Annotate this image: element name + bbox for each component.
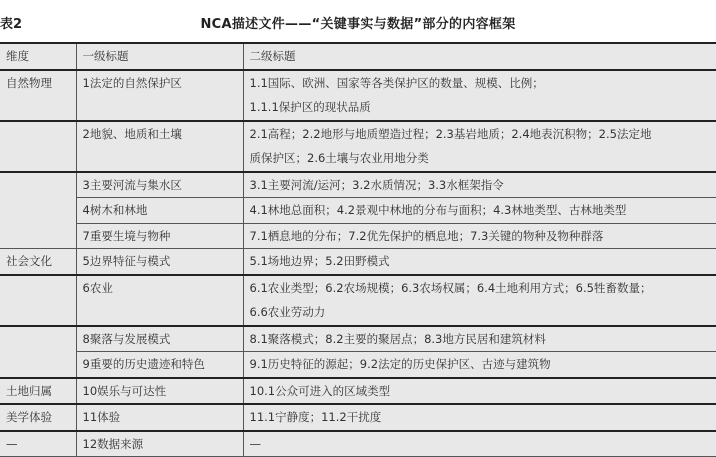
level2-cell: 4.1林地总面积；4.2景观中林地的分布与面积；4.3林地类型、古林地类型 bbox=[243, 198, 716, 224]
level1-cell: 5边界特征与模式 bbox=[76, 249, 243, 275]
level1-cell: 3主要河流与集水区 bbox=[76, 172, 243, 198]
table-caption bbox=[0, 0, 716, 40]
table-row bbox=[0, 121, 716, 172]
level1-cell: 1法定的自然保护区 bbox=[76, 70, 243, 121]
table-row bbox=[0, 198, 716, 224]
level2-line: 2.1高程；2.2地形与地质塑造过程；2.3基岩地质；2.4地表沉积物；2.5法定地 bbox=[249, 126, 652, 141]
content-framework-table bbox=[0, 42, 716, 457]
level2-cell: — bbox=[243, 431, 716, 457]
dimension-cell: 土地归属 bbox=[0, 378, 76, 405]
level2-line: 1.1国际、欧洲、国家等各类保护区的数量、规模、比例； bbox=[249, 75, 544, 90]
table-row bbox=[0, 431, 716, 457]
level1-cell: 12数据来源 bbox=[76, 431, 243, 457]
header-dimension: 维度 bbox=[0, 43, 76, 70]
dimension-cell-empty bbox=[0, 172, 76, 198]
level2-cell: 3.1主要河流/运河；3.2水质情况；3.3水框架指令 bbox=[243, 172, 716, 198]
level2-line: 质保护区；2.6土壤与农业用地分类 bbox=[249, 151, 429, 165]
dimension-cell-empty bbox=[0, 326, 76, 352]
level2-line: 1.1.1保护区的现状品质 bbox=[249, 100, 371, 114]
table-row bbox=[0, 326, 716, 352]
dimension-cell: 自然物理 bbox=[6, 75, 52, 90]
level1-cell: 11体验 bbox=[76, 404, 243, 431]
table-row bbox=[0, 378, 716, 405]
level2-cell bbox=[243, 70, 716, 121]
level2-cell bbox=[243, 275, 716, 326]
level2-cell: 11.1宁静度；11.2干扰度 bbox=[243, 404, 716, 431]
level2-cell: 9.1历史特征的源起；9.2法定的历史保护区、古迹与建筑物 bbox=[243, 352, 716, 378]
table-row bbox=[0, 404, 716, 431]
dimension-cell-empty bbox=[0, 275, 76, 326]
dimension-cell: — bbox=[0, 431, 76, 457]
dimension-cell-empty bbox=[0, 121, 76, 172]
level2-cell: 5.1场地边界；5.2田野模式 bbox=[243, 249, 716, 275]
level1-cell: 2地貌、地质和土壤 bbox=[76, 121, 243, 172]
dimension-cell: 社会文化 bbox=[6, 254, 52, 268]
table-row bbox=[0, 249, 716, 275]
level2-cell bbox=[243, 121, 716, 172]
table-row bbox=[0, 275, 716, 326]
level1-cell: 8聚落与发展模式 bbox=[76, 326, 243, 352]
level1-cell: 9重要的历史遗迹和特色 bbox=[76, 352, 243, 378]
table-number-label: 表2 bbox=[0, 17, 23, 32]
level1-cell: 4树木和林地 bbox=[76, 198, 243, 224]
dimension-cell-empty bbox=[0, 223, 76, 249]
header-level2: 二级标题 bbox=[243, 43, 716, 70]
table-row bbox=[0, 223, 716, 249]
table-header-row bbox=[0, 43, 716, 70]
header-level1: 一级标题 bbox=[76, 43, 243, 70]
level2-line: 6.1农业类型；6.2农场规模；6.3农场权属；6.4土地利用方式；6.5牲畜数量； bbox=[249, 280, 652, 295]
level1-cell: 7重要生境与物种 bbox=[76, 223, 243, 249]
level2-line: 6.6农业劳动力 bbox=[249, 305, 326, 319]
level2-cell: 8.1聚落模式；8.2主要的聚居点；8.3地方民居和建筑材料 bbox=[243, 326, 716, 352]
level2-cell: 10.1公众可进入的区域类型 bbox=[243, 378, 716, 405]
level1-cell: 6农业 bbox=[76, 275, 243, 326]
table-title: NCA描述文件——“关键事实与数据”部分的内容框架 bbox=[200, 17, 516, 32]
level2-cell: 7.1栖息地的分布；7.2优先保护的栖息地；7.3关键的物种及物种群落 bbox=[243, 223, 716, 249]
dimension-cell: 美学体验 bbox=[0, 404, 76, 431]
dimension-cell-empty bbox=[0, 198, 76, 224]
level1-cell: 10娱乐与可达性 bbox=[76, 378, 243, 405]
table-row bbox=[0, 172, 716, 198]
table-row bbox=[0, 352, 716, 378]
dimension-cell-empty bbox=[0, 352, 76, 378]
table-row bbox=[0, 70, 716, 121]
